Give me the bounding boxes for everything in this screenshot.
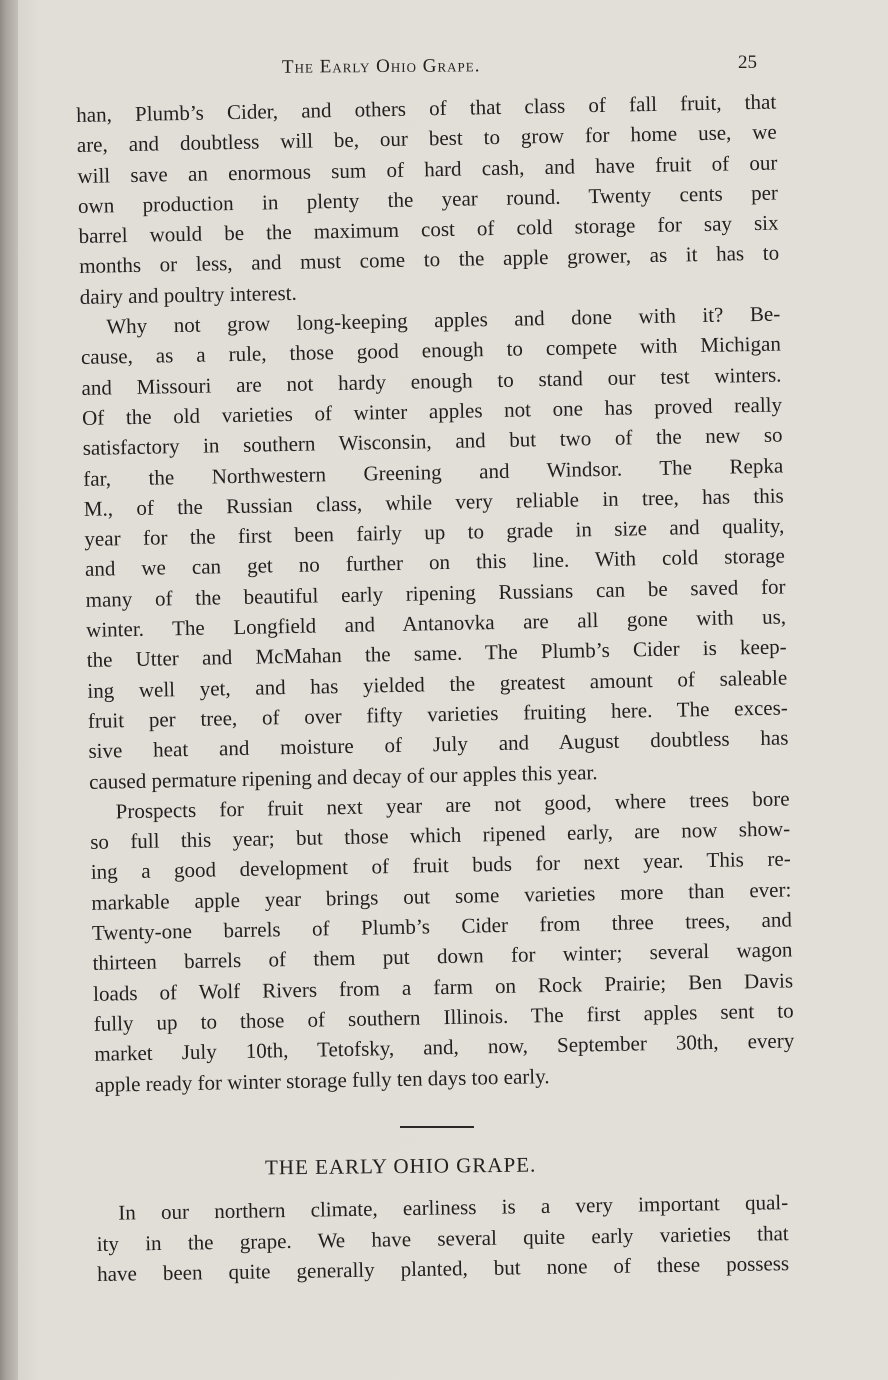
text-line: many of the beautiful early ripening Russians can be saved for [85, 574, 786, 612]
text-line: months or less, and must come to the apple grower, as it has to [78, 241, 780, 279]
body-text [76, 87, 795, 1100]
text-line: and Missouri are not hardy enough to stand our test winters. [81, 362, 782, 400]
text-line: have been quite generally planted, but none of these possess [97, 1251, 790, 1286]
text-line: and we can get no further on this line. With cold storage [84, 543, 786, 582]
text-line: M., of the Russian class, while very reliable in tree, has this [83, 483, 784, 521]
text-line: Prospects for fruit next year are not good, where trees bore [115, 786, 790, 824]
text-line: are, and doubtless will be, our best to grow for home use, we [76, 119, 777, 158]
book-spine-shadow [0, 0, 18, 1380]
text-line: fully up to those of southern Illinois. The first apples sent to [93, 998, 794, 1036]
text-line: loads of Wolf Rivers from a farm on Rock Prairie; Ben Davis [92, 968, 794, 1006]
text-line: year for the first been fairly up to grade in size and quality, [84, 513, 785, 552]
text-line: barrel would be the maximum cost of cold storage for say six [78, 210, 779, 249]
text-line: Why not grow long-keeping apples and done with it? Be- [106, 301, 781, 339]
text-line: ing well yet, and has yielded the greatest amount of saleable [87, 665, 788, 703]
text-line: cause, as a rule, those good enough to compete with Michigan [80, 331, 782, 370]
text-line: market July 10th, Tetofsky, and, now, September 30th, every [94, 1028, 795, 1067]
text-line: han, Plumb’s Cider, and others of that class of fall fruit, that [76, 89, 777, 127]
page-number: 25 [738, 52, 757, 73]
text-line: apple ready for winter storage fully ten days too early. [94, 1063, 550, 1097]
text-line: so full this year; but those which ripened early, are now show- [90, 816, 791, 854]
section-text [96, 1187, 789, 1289]
text-line: fruit per tree, of over fifty varieties fruiting here. The exces- [87, 695, 789, 733]
text-line: own production in plenty the year round. Twenty cents per [77, 180, 779, 218]
text-line: In our northern climate, earliness is a very important qual- [118, 1190, 789, 1225]
text-line: far, the Northwestern Greening and Windsor. The Repka [83, 453, 784, 491]
text-line: Of the old varieties of winter apples not one has proved really [81, 392, 783, 430]
section-heading: THE EARLY OHIO GRAPE. [264, 1152, 537, 1180]
text-line: dairy and poultry interest. [79, 280, 297, 309]
text-line: satisfactory in southern Wisconsin, and but two of the new so [82, 422, 783, 461]
text-line: markable apple year brings out some varieties more than ever: [91, 877, 792, 915]
text-line: Twenty-one barrels of Plumb’s Cider from three trees, and [91, 907, 793, 945]
text-line: the Utter and McMahan the same. The Plumb’s Cider is keep- [86, 634, 787, 673]
text-line: caused permature ripening and decay of our apples this year. [88, 759, 598, 794]
text-line: will save an enormous sum of hard cash, and have fruit of our [77, 150, 778, 188]
text-line: sive heat and moisture of July and August doubtless has [88, 725, 789, 764]
text-line: thirteen barrels of them put down for winter; several wagon [92, 937, 793, 976]
text-line: winter. The Longfield and Antanovka are all gone with us, [85, 604, 787, 642]
page-header [0, 52, 888, 82]
text-line: ing a good development of fruit buds for next year. This re- [90, 846, 791, 885]
running-title: The Early Ohio Grape. [281, 55, 481, 78]
text-line: ity in the grape. We have several quite early varieties that [96, 1220, 789, 1256]
section-divider [400, 1126, 474, 1128]
